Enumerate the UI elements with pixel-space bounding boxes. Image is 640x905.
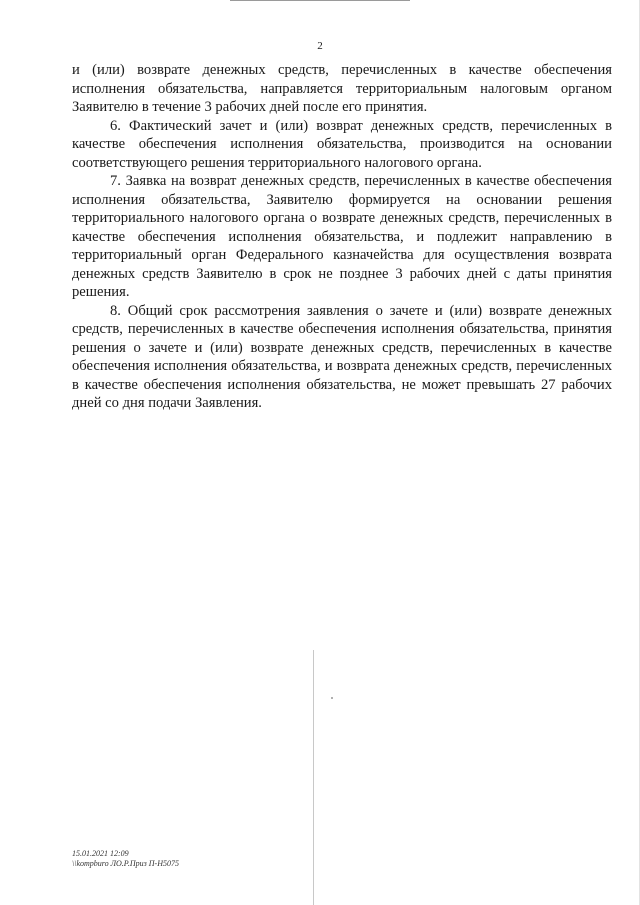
document-body <box>72 61 612 413</box>
paragraph-6: 6. Фактический зачет и (или) возврат денежных средств, перечисленных в качестве обеспечения исполнения обязательства, производится на основании соответствующего решения территориального налогового органа. <box>72 117 612 171</box>
paragraph-7: 7. Заявка на возврат денежных средств, перечисленных в качестве обеспечения исполнения обязательства, Заявителю формируется на основании решения территориального налогового органа о возврате денежных средств, перечисленных в качестве обеспечения исполнения обязательства, и подлежит направлению в территориальный орган Федерального казначейства для осуществления возврата денежных средств Заявителю в срок не позднее 3 рабочих дней с даты принятия решения. <box>72 173 612 300</box>
scan-fold-line <box>313 650 314 905</box>
page-number: 2 <box>317 40 323 52</box>
paragraph-8: 8. Общий срок рассмотрения заявления о зачете и (или) возврате денежных средств, перечисленных в качестве обеспечения исполнения обязательства, принятия решения о зачете и (или) возврате денежных средств, перечисленных в качестве обеспечения исполнения обязательства, и возврата денежных средств, перечисленных в качестве обеспечения исполнения обязательства, не может превышать 27 рабочих дней со дня подачи Заявления. <box>72 302 612 411</box>
footer-stamp <box>72 849 179 869</box>
footer-file-ref: \\kompburo ЛО.Р.Приз П-Н5075 <box>72 859 179 868</box>
footer-timestamp: 15.01.2021 12:09 <box>72 849 129 858</box>
top-rule <box>230 0 410 1</box>
scan-speck <box>331 697 333 699</box>
paragraph-continued: и (или) возврате денежных средств, перечисленных в качестве обеспечения исполнения обязательства, направляется территориальным налоговым органом Заявителю в течение 3 рабочих дней после его принятия. <box>72 62 612 115</box>
